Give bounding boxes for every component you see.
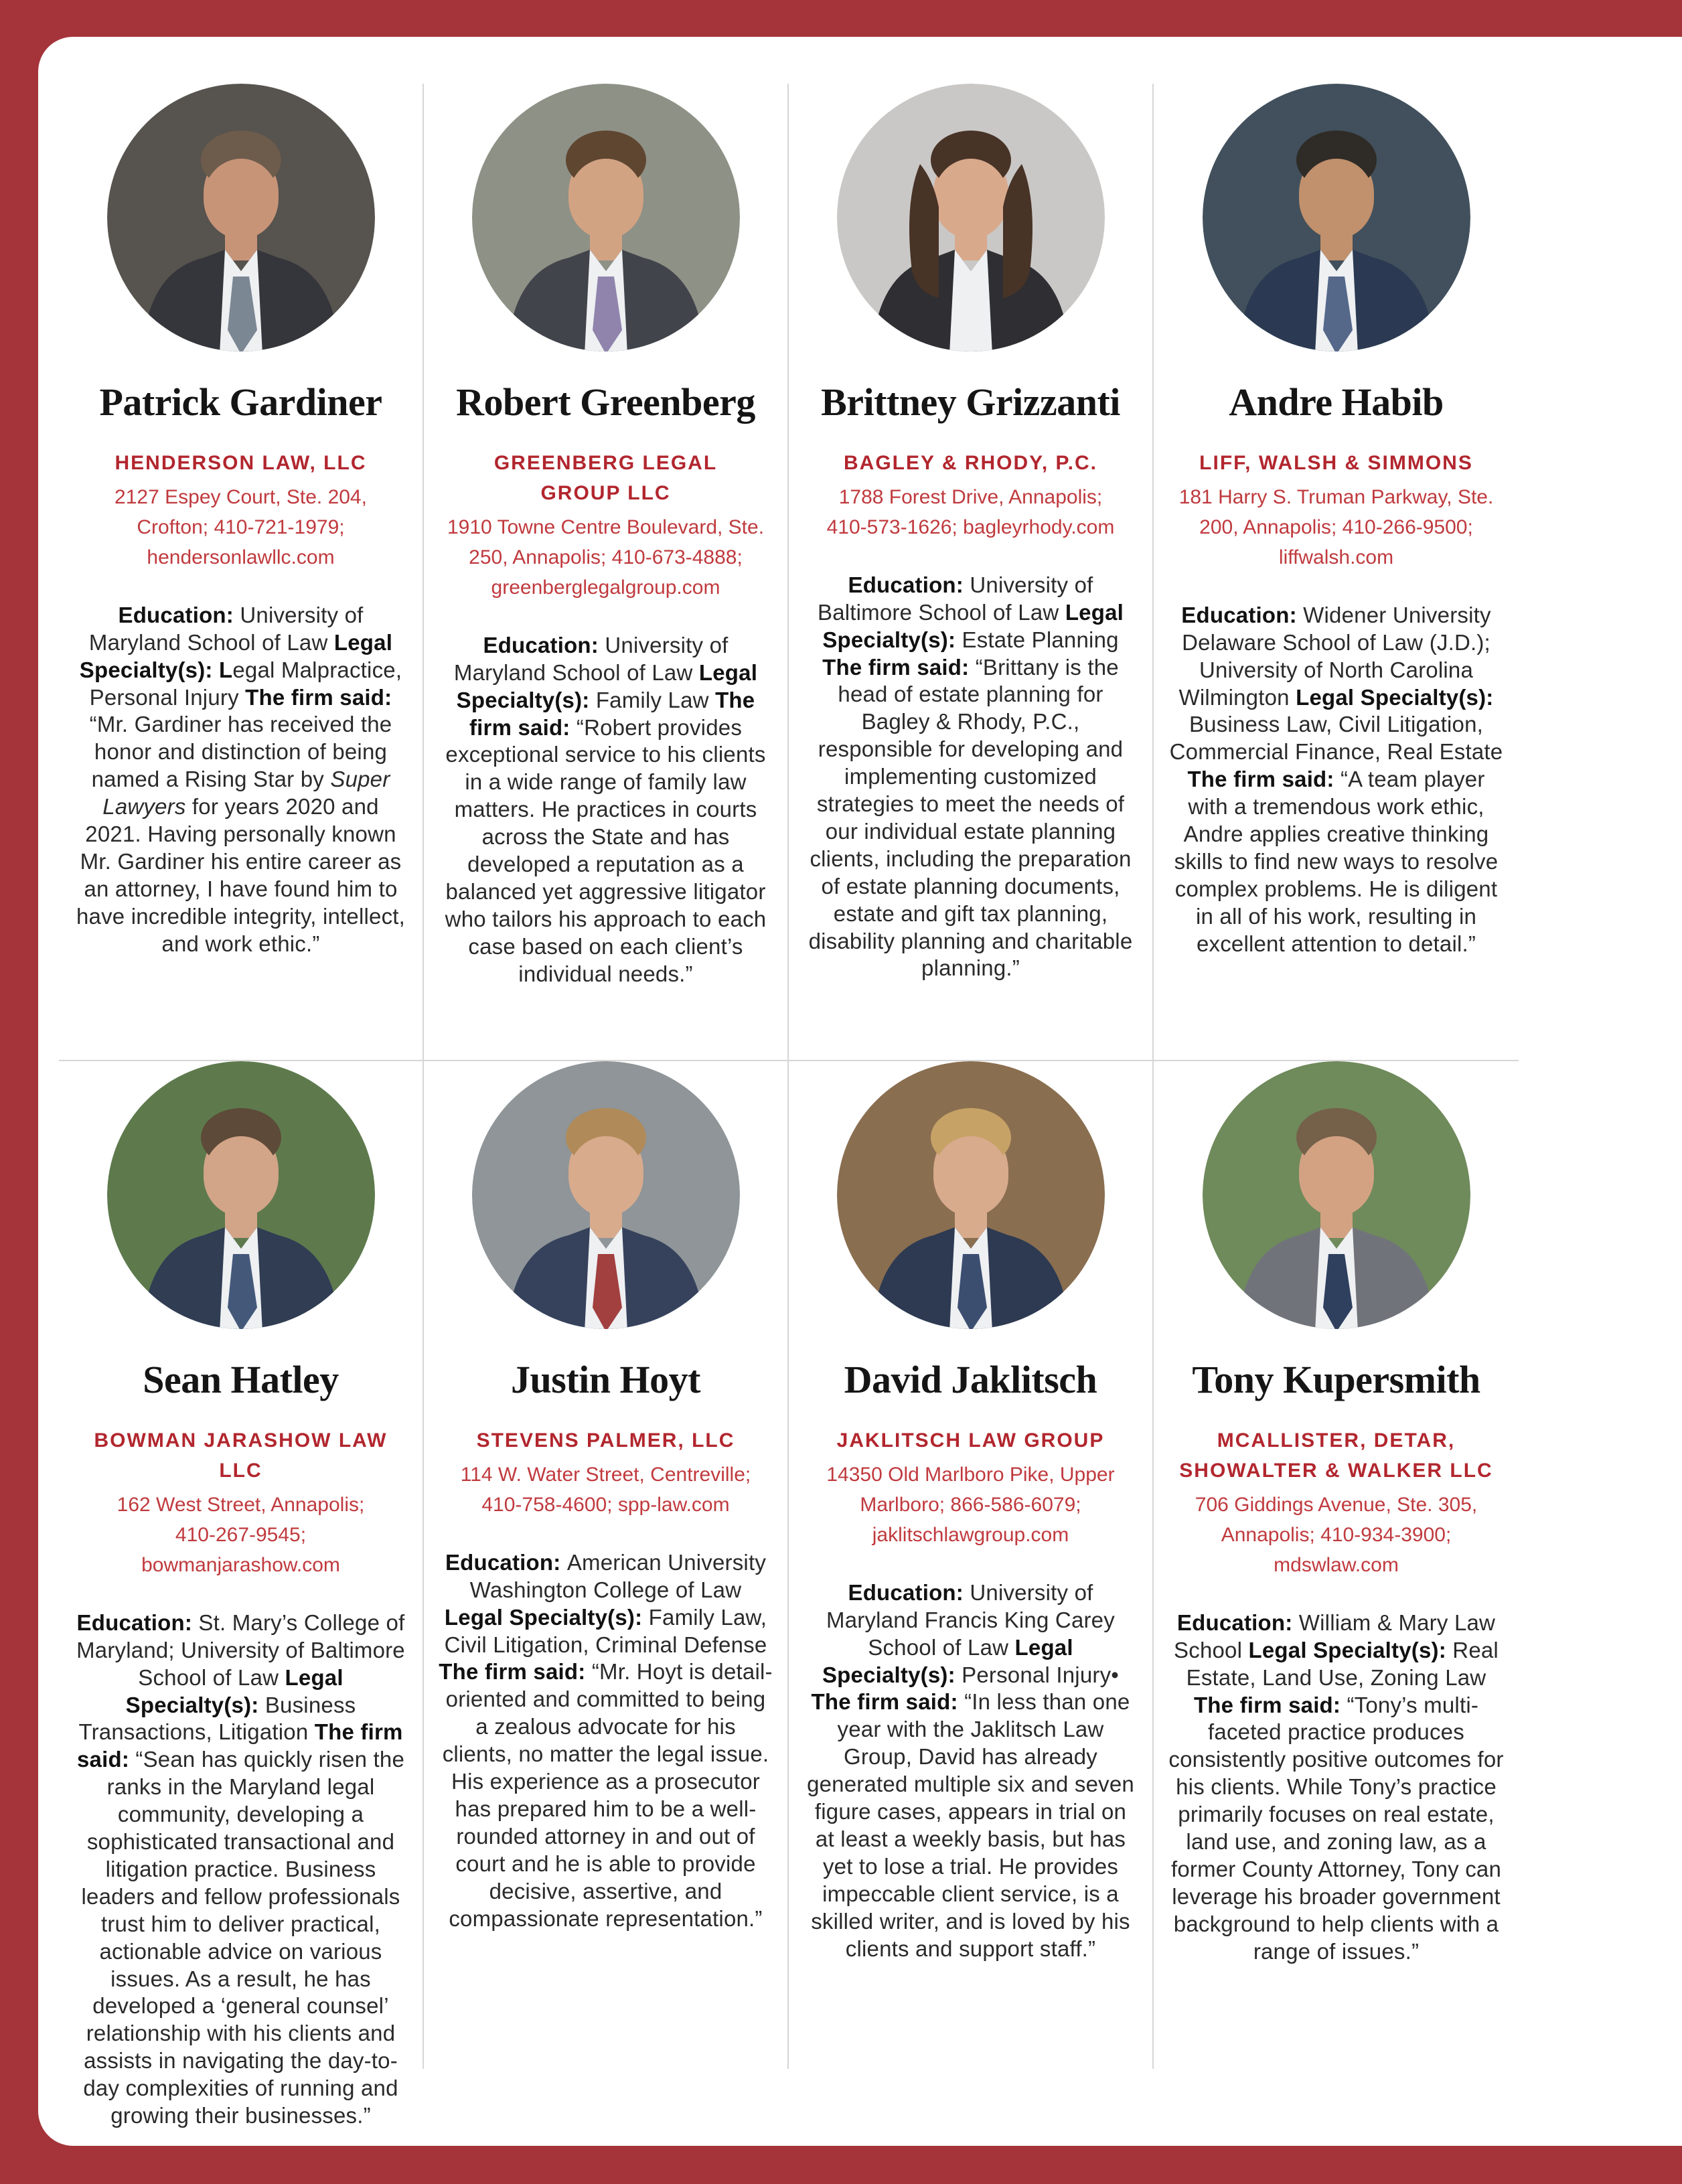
firm-contact: 114 W. Water Street, Centreville; 410-758-4600; spp-law.com	[460, 1463, 751, 1516]
attorney-grid	[59, 84, 1519, 2128]
attorney-card	[789, 84, 1154, 1061]
attorney-bio: Education: St. Mary’s College of Maryland; University of Baltimore School of Law Legal Specialty(s): Business Transactions, Litigation The firm said: “Sean has quickly risen the ranks in the Maryland legal community, developing a sophisticated transactional and litigation practice. Business leaders and fellow professionals trust him to deliver practical, actionable advice on various issues. As a result, he has developed a ‘general counsel’ relationship with his clients and assists in navigating the day-to-day complexities of running and growing their businesses.”	[76, 1610, 405, 2128]
firm-name: BAGLEY & RHODY, P.C.	[844, 451, 1097, 474]
firm-name: STEVENS PALMER, LLC	[476, 1429, 735, 1452]
firm-name: BOWMAN JARASHOW LAW LLC	[94, 1429, 388, 1482]
attorney-photo	[107, 84, 375, 352]
attorney-card	[424, 84, 789, 1061]
attorney-name: Andre Habib	[1229, 380, 1444, 424]
firm-contact: 1910 Towne Centre Boulevard, Ste. 250, Annapolis; 410-673-4888; greenberglegalgroup.com	[447, 516, 765, 599]
attorney-card	[1154, 1061, 1519, 2069]
attorney-bio: Education: American University Washington College of Law Legal Specialty(s): Family Law, Civil Litigation, Criminal Defense The firm said: “Mr. Hoyt is detail-oriented and committed to being a zealous advocate for his clients, no matter the legal issue. His experience as a prosecutor has prepared him to be a well-rounded attorney in and out of court and he is able to provide decisive, assertive, and compassionate representation.”	[439, 1549, 773, 1931]
attorney-card	[59, 84, 424, 1061]
attorney-card	[424, 1061, 789, 2069]
person-silhouette	[107, 84, 375, 352]
attorney-card	[789, 1061, 1154, 2069]
attorney-card	[59, 1061, 424, 2128]
attorney-bio: Education: University of Baltimore School of Law Legal Specialty(s): Estate Planning The firm said: “Brittany is the head of estate planning for Bagley & Rhody, P.C., responsible for developing and implementing customized strategies to meet the needs of our individual estate planning clients, including the preparation of estate planning documents, estate and gift tax planning, disability planning and charitable planning.”	[808, 572, 1133, 981]
firm-contact: 14350 Old Marlboro Pike, Upper Marlboro; 866-586-6079; jaklitschlawgroup.com	[826, 1463, 1115, 1546]
person-silhouette	[1203, 84, 1470, 352]
attorney-name: Sean Hatley	[143, 1358, 339, 1401]
attorney-photo	[1203, 84, 1470, 352]
attorney-photo	[1203, 1061, 1470, 1329]
attorney-bio: Education: University of Maryland School of Law Legal Specialty(s): Legal Malpractice, Personal Injury The firm said: “Mr. Gardiner has received the honor and distinction of being named a Rising Star by Super Lawyers for years 2020 and 2021. Having personally known Mr. Gardiner his entire career as an attorney, I have found him to have incredible integrity, intellect, and work ethic.”	[76, 602, 406, 956]
firm-name: LIFF, WALSH & SIMMONS	[1199, 451, 1473, 474]
firm-name: MCALLISTER, DETAR, SHOWALTER & WALKER LLC	[1179, 1429, 1493, 1482]
person-silhouette	[1203, 1061, 1470, 1329]
attorney-bio: Education: Widener University Delaware School of Law (J.D.); University of North Carolina Wilmington Legal Specialty(s): Business Law, Civil Litigation, Commercial Finance, Real Estate The firm said: “A team player with a tremendous work ethic, Andre applies creative thinking skills to find new ways to resolve complex problems. He is diligent in all of his work, resulting in excellent attention to detail.”	[1169, 602, 1503, 956]
firm-name: HENDERSON LAW, LLC	[114, 451, 367, 474]
attorney-bio: Education: University of Maryland Francis King Carey School of Law Legal Specialty(s): Personal Injury• The firm said: “In less than one year with the Jaklitsch Law Group, David has already generated multiple six and seven figure cases, appears in trial on at least a weekly basis, but has yet to lose a trial. He provides impeccable client service, is a skilled writer, and is loved by his clients and support staff.”	[807, 1579, 1134, 1961]
person-silhouette	[472, 1061, 740, 1329]
attorney-name: Justin Hoyt	[511, 1358, 700, 1401]
attorney-bio: Education: University of Maryland School of Law Legal Specialty(s): Family Law The firm said: “Robert provides exceptional service to his clients in a wide range of family law matters. He practices in courts across the State and has developed a reputation as a balanced yet aggressive litigator who tailors his approach to each case based on each client’s individual needs.”	[445, 632, 767, 986]
firm-contact: 1788 Forest Drive, Annapolis; 410-573-1626; bagleyrhody.com	[826, 485, 1115, 538]
attorney-name: David Jaklitsch	[844, 1358, 1097, 1401]
firm-contact: 162 West Street, Annapolis; 410-267-9545; bowmanjarashow.com	[117, 1493, 365, 1576]
attorney-photo	[837, 84, 1105, 352]
person-silhouette	[837, 84, 1105, 352]
person-silhouette	[472, 84, 740, 352]
attorney-name: Robert Greenberg	[456, 380, 755, 424]
firm-name: GREENBERG LEGAL GROUP LLC	[493, 451, 718, 504]
attorney-name: Patrick Gardiner	[99, 380, 382, 424]
attorney-photo	[472, 1061, 740, 1329]
person-silhouette	[107, 1061, 375, 1329]
attorney-card	[1154, 84, 1519, 1061]
person-silhouette	[837, 1061, 1105, 1329]
firm-contact: 181 Harry S. Truman Parkway, Ste. 200, Annapolis; 410-266-9500; liffwalsh.com	[1178, 485, 1494, 568]
attorney-photo	[107, 1061, 375, 1329]
attorney-name: Tony Kupersmith	[1192, 1358, 1480, 1401]
firm-name: JAKLITSCH LAW GROUP	[836, 1429, 1105, 1452]
attorney-photo	[472, 84, 740, 352]
firm-contact: 2127 Espey Court, Ste. 204, Crofton; 410-721-1979; hendersonlawllc.com	[114, 485, 367, 568]
attorney-name: Brittney Grizzanti	[821, 380, 1120, 424]
attorney-photo	[837, 1061, 1105, 1329]
attorney-bio: Education: William & Mary Law School Legal Specialty(s): Real Estate, Land Use, Zoning Law The firm said: “Tony’s multi-faceted practice produces consistently positive outcomes for his clients. While Tony’s practice primarily focuses on real estate, land use, and zoning law, as a former County Attorney, Tony can leverage his broader government background to help clients with a range of issues.”	[1168, 1610, 1504, 1964]
firm-contact: 706 Giddings Avenue, Ste. 305, Annapolis; 410-934-3900; mdswlaw.com	[1195, 1493, 1478, 1576]
